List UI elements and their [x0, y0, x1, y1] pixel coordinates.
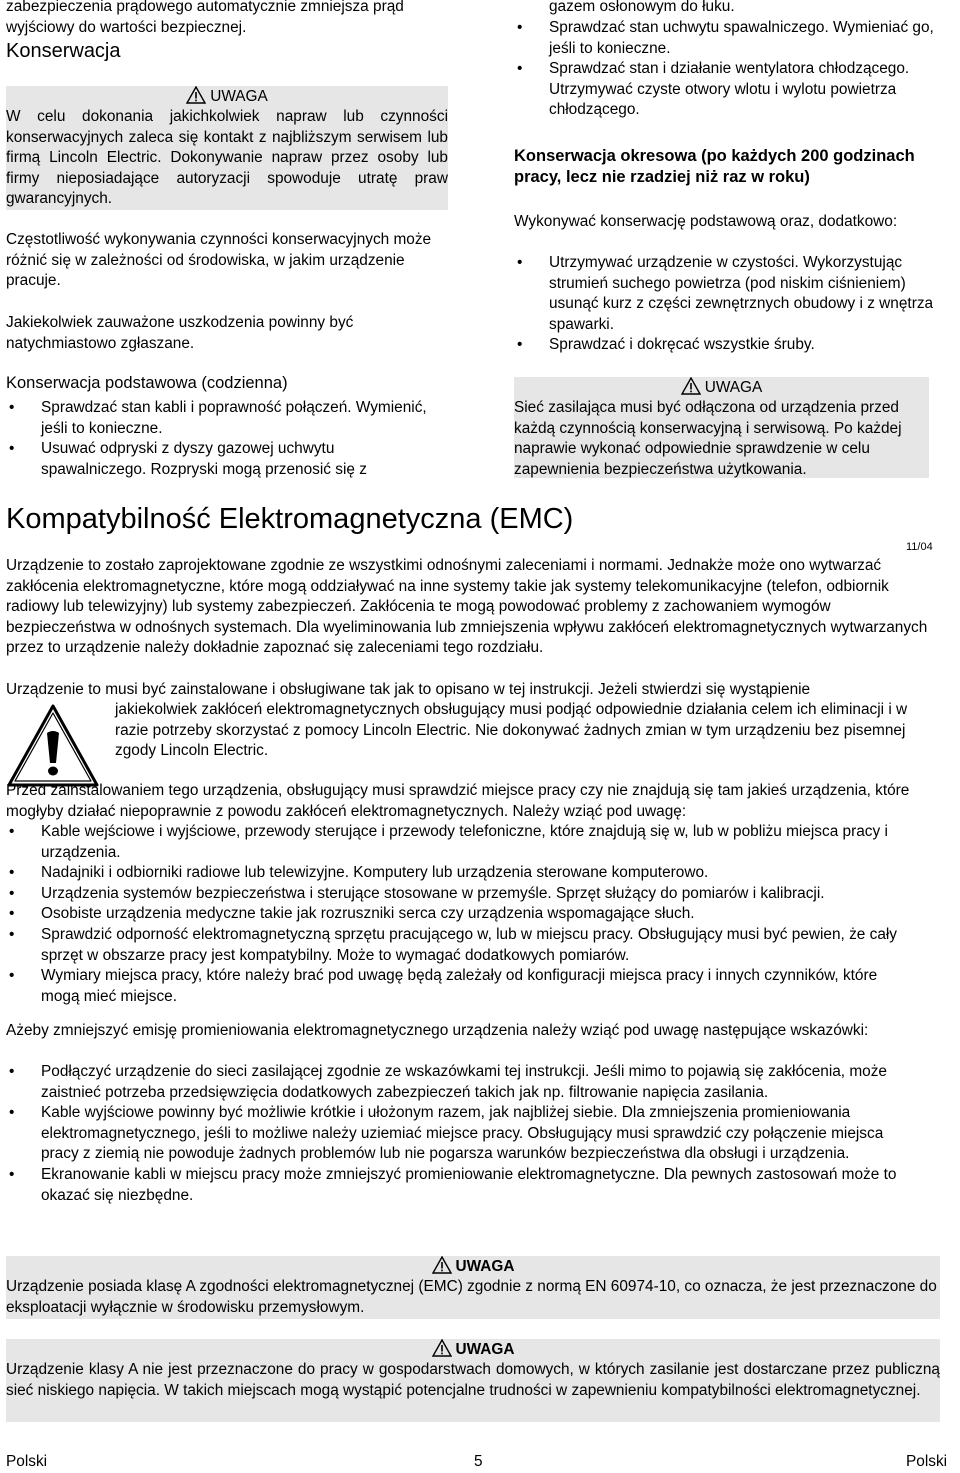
warning-header	[6, 1256, 940, 1277]
list-item: • Osobiste urządzenia medyczne takie jak rozruszniki serca czy urządzenia wspomagające słuch.	[6, 904, 906, 925]
list-item: • Usuwać odpryski z dyszy gazowej uchwytu spawalniczego. Rozpryski mogą przenosić się z	[6, 439, 431, 480]
warning-label: UWAGA	[455, 1258, 515, 1275]
emc-paragraph-4: Ażeby zmniejszyć emisję promieniowania elektromagnetycznego urządzenia należy wziąć pod uwagę następujące wskazówki:	[6, 1022, 869, 1039]
disconnect-warning-box	[514, 377, 929, 478]
continued-text: gazem osłonowym do łuku.	[549, 0, 735, 15]
emc-paragraph-1: Urządzenie to zostało zaprojektowane zgodnie ze wszystkimi odnośnymi zaleceniami i normami. Jednakże może ono wytwarzać zakłócenia elektromagnetyczne, które mogą oddziaływać na inne systemy takie jak systemy telekomunikacyjne (telefon, odbiornik radiowy lub telewizyjny) lub systemy zabezpieczeń. Zakłócenia te mogą powodować problemy z zachowaniem wymogów bezpieczeństwa w odnośnych systemach. Dla wyeliminowania lub zmniejszenia wpływu zakłóceń elektromagnetycznych wytwarzanych przez to urządzenie należy dokładnie zapoznać się zaleceniami tego rozdziału.	[6, 557, 928, 657]
warning-header	[6, 1339, 940, 1360]
warning-text: Urządzenie posiada klasę A zgodności elektromagnetycznej (EMC) zgodnie z normą EN 60974-10, co oznacza, że jest przeznaczone do eksploatacji wyłącznie w środowisku przemysłowym.	[6, 1278, 937, 1316]
list-item: • Podłączyć urządzenie do sieci zasilającej zgodnie ze wskazówkami tej instrukcji. Jeśli mimo to pojawią się zakłócenia, może zaistnieć potrzeba przedsięwzięcia dodatkowych zabezpieczeń takich jak np. filtrowanie napięcia zasilania.	[6, 1062, 906, 1103]
damage-paragraph: Jakiekolwiek zauważone uszkodzenia powinny być natychmiastowo zgłaszane.	[6, 314, 354, 352]
list-item: • Ekranowanie kabli w miejscu pracy może zmniejszyć promieniowanie elektromagnetyczne. Dla pewnych zastosowań może to okazać się niezbędne.	[6, 1165, 906, 1206]
list-item: • Urządzenia systemów bezpieczeństwa i sterujące stosowane w przemyśle. Sprzęt służący do pomiarów i kalibracji.	[6, 884, 906, 905]
warning-header	[6, 86, 448, 107]
basic-maintenance-list	[6, 398, 431, 480]
list-item: • Utrzymywać urządzenie w czystości. Wykorzystując strumień suchego powietrza (pod niskim ciśnieniem) usunąć kurz z części zewnętrznych obudowy i z wnętrza spawarki.	[514, 253, 934, 335]
class-a-warning-box	[6, 1256, 940, 1319]
list-item: • Kable wyjściowe powinny być możliwie krótkie i ułożonym razem, jak najbliżej siebie. Dla zmniejszenia promieniowania elektromagnetycznego, jeśli to możliwe należy uziemiać miejsce pracy. Obsługujący musi sprawdzić czy połączenie miejsca pracy z ziemią nie powoduje żadnych problemów lub nie pogarsza warunków bezpieczeństwa dla obsługi i urządzenia.	[6, 1103, 906, 1165]
maintenance-heading: Konserwacja	[6, 40, 121, 62]
warning-label: UWAGA	[210, 88, 268, 105]
frequency-paragraph: Częstotliwość wykonywania czynności konserwacyjnych może różnić się w zależności od środowiska, w jakim urządzenie pracuje.	[6, 231, 432, 290]
periodic-maintenance-heading: Konserwacja okresowa (po każdych 200 godzinach pracy, lecz nie rzadziej niż raz w roku)	[514, 147, 915, 186]
page-number: 5	[474, 1453, 483, 1470]
maintenance-warning-box	[6, 86, 448, 210]
list-item: • Sprawdzać stan i działanie wentylatora chłodzącego. Utrzymywać czyste otwory wlotu i wylotu powietrza chłodzącego.	[514, 59, 934, 121]
emc-heading: Kompatybilność Elektromagnetyczna (EMC)	[6, 503, 574, 535]
list-item: • Sprawdzać stan uchwytu spawalniczego. Wymieniać go, jeśli to konieczne.	[514, 18, 934, 59]
warning-text: Sieć zasilająca musi być odłączona od urządzenia przed każdą czynnością konserwacyjną i serwisową. Po każdej naprawie wykonać odpowiednie sprawdzenie w celu zapewnienia bezpieczeństwa użytkowania.	[514, 399, 902, 478]
warning-text: Urządzenie klasy A nie jest przeznaczone do pracy w gospodarstwach domowych, w których zasilanie jest dostarczane przez publiczną sieć niskiego napięcia. W takich miejscach mogą wystąpić potencjalne trudności w zapewnieniu kompatybilności elektromagnetycznej.	[6, 1361, 940, 1399]
warning-sign-icon	[6, 703, 100, 789]
date-code: 11/04	[906, 541, 933, 553]
warning-label: UWAGA	[704, 379, 763, 396]
emc-paragraph-2-rest: jakiekolwiek zakłóceń elektromagnetycznych obsługujący musi podjąć odpowiednie działania celem ich eliminacji i w razie potrzeby skorzystać z pomocy Lincoln Electric. Nie dokonywać żadnych zmian w tym urządzeniu bez pisemnej zgody Lincoln Electric.	[115, 701, 908, 760]
warning-header	[514, 377, 929, 398]
intro-text: zabezpieczenia prądowego automatycznie zmniejsza prąd wyjściowy do wartości bezpiecznej.	[6, 0, 404, 36]
emc-paragraph-3: Przed zainstalowaniem tego urządzenia, obsługujący musi sprawdzić miejsce pracy czy nie znajdują się tam jakieś urządzenia, które mogłyby działać niepoprawnie z powodu zakłóceń elektromagnetycznych. Należy wziąć pod uwagę:	[6, 782, 910, 820]
periodic-intro: Wykonywać konserwację podstawową oraz, dodatkowo:	[514, 213, 898, 230]
list-item: • Sprawdzać i dokręcać wszystkie śruby.	[514, 335, 934, 356]
list-item: • Kable wejściowe i wyjściowe, przewody sterujące i przewody telefoniczne, które znajdują się w, lub w pobliżu miejsca pracy i urządzenia.	[6, 822, 906, 863]
footer-language-right: Polski	[906, 1453, 948, 1470]
torch-check-list	[514, 18, 934, 121]
list-item: • Sprawdzić odporność elektromagnetyczną sprzętu pracującego w, lub w miejscu pracy. Obsługujący musi być pewien, że cały sprzęt w obszarze pracy jest kompatybilny. Może to wymagać dodatkowych pomiarów.	[6, 925, 906, 966]
emc-reduction-list	[6, 1062, 906, 1206]
list-item: • Wymiary miejsca pracy, które należy brać pod uwagę będą zależały od konfiguracji miejsca pracy i innych czynników, które mogą mieć miejsce.	[6, 966, 906, 1007]
basic-maintenance-heading: Konserwacja podstawowa (codzienna)	[6, 374, 288, 392]
warning-text: W celu dokonania jakichkolwiek napraw lub czynności konserwacyjnych zaleca się kontakt z najbliższym serwisem lub firmą Lincoln Electric. Dokonywanie napraw przez osoby lub firmy nieposiadające autoryzacji spowoduje utratę praw gwarancyjnych.	[6, 108, 448, 208]
emc-paragraph-2-line: Urządzenie to musi być zainstalowane i obsługiwane tak jak to opisano w tej instrukcji. Jeżeli stwierdzi się wystąpienie	[6, 681, 811, 698]
class-a-household-warning-box	[6, 1339, 940, 1422]
warning-label: UWAGA	[455, 1341, 515, 1358]
footer-language-left: Polski	[6, 1453, 48, 1470]
periodic-maintenance-list	[514, 253, 934, 356]
list-item: • Sprawdzać stan kabli i poprawność połączeń. Wymienić, jeśli to konieczne.	[6, 398, 431, 439]
list-item: • Nadajniki i odbiorniki radiowe lub telewizyjne. Komputery lub urządzenia sterowane komputerowo.	[6, 863, 906, 884]
emc-check-list	[6, 822, 906, 1007]
